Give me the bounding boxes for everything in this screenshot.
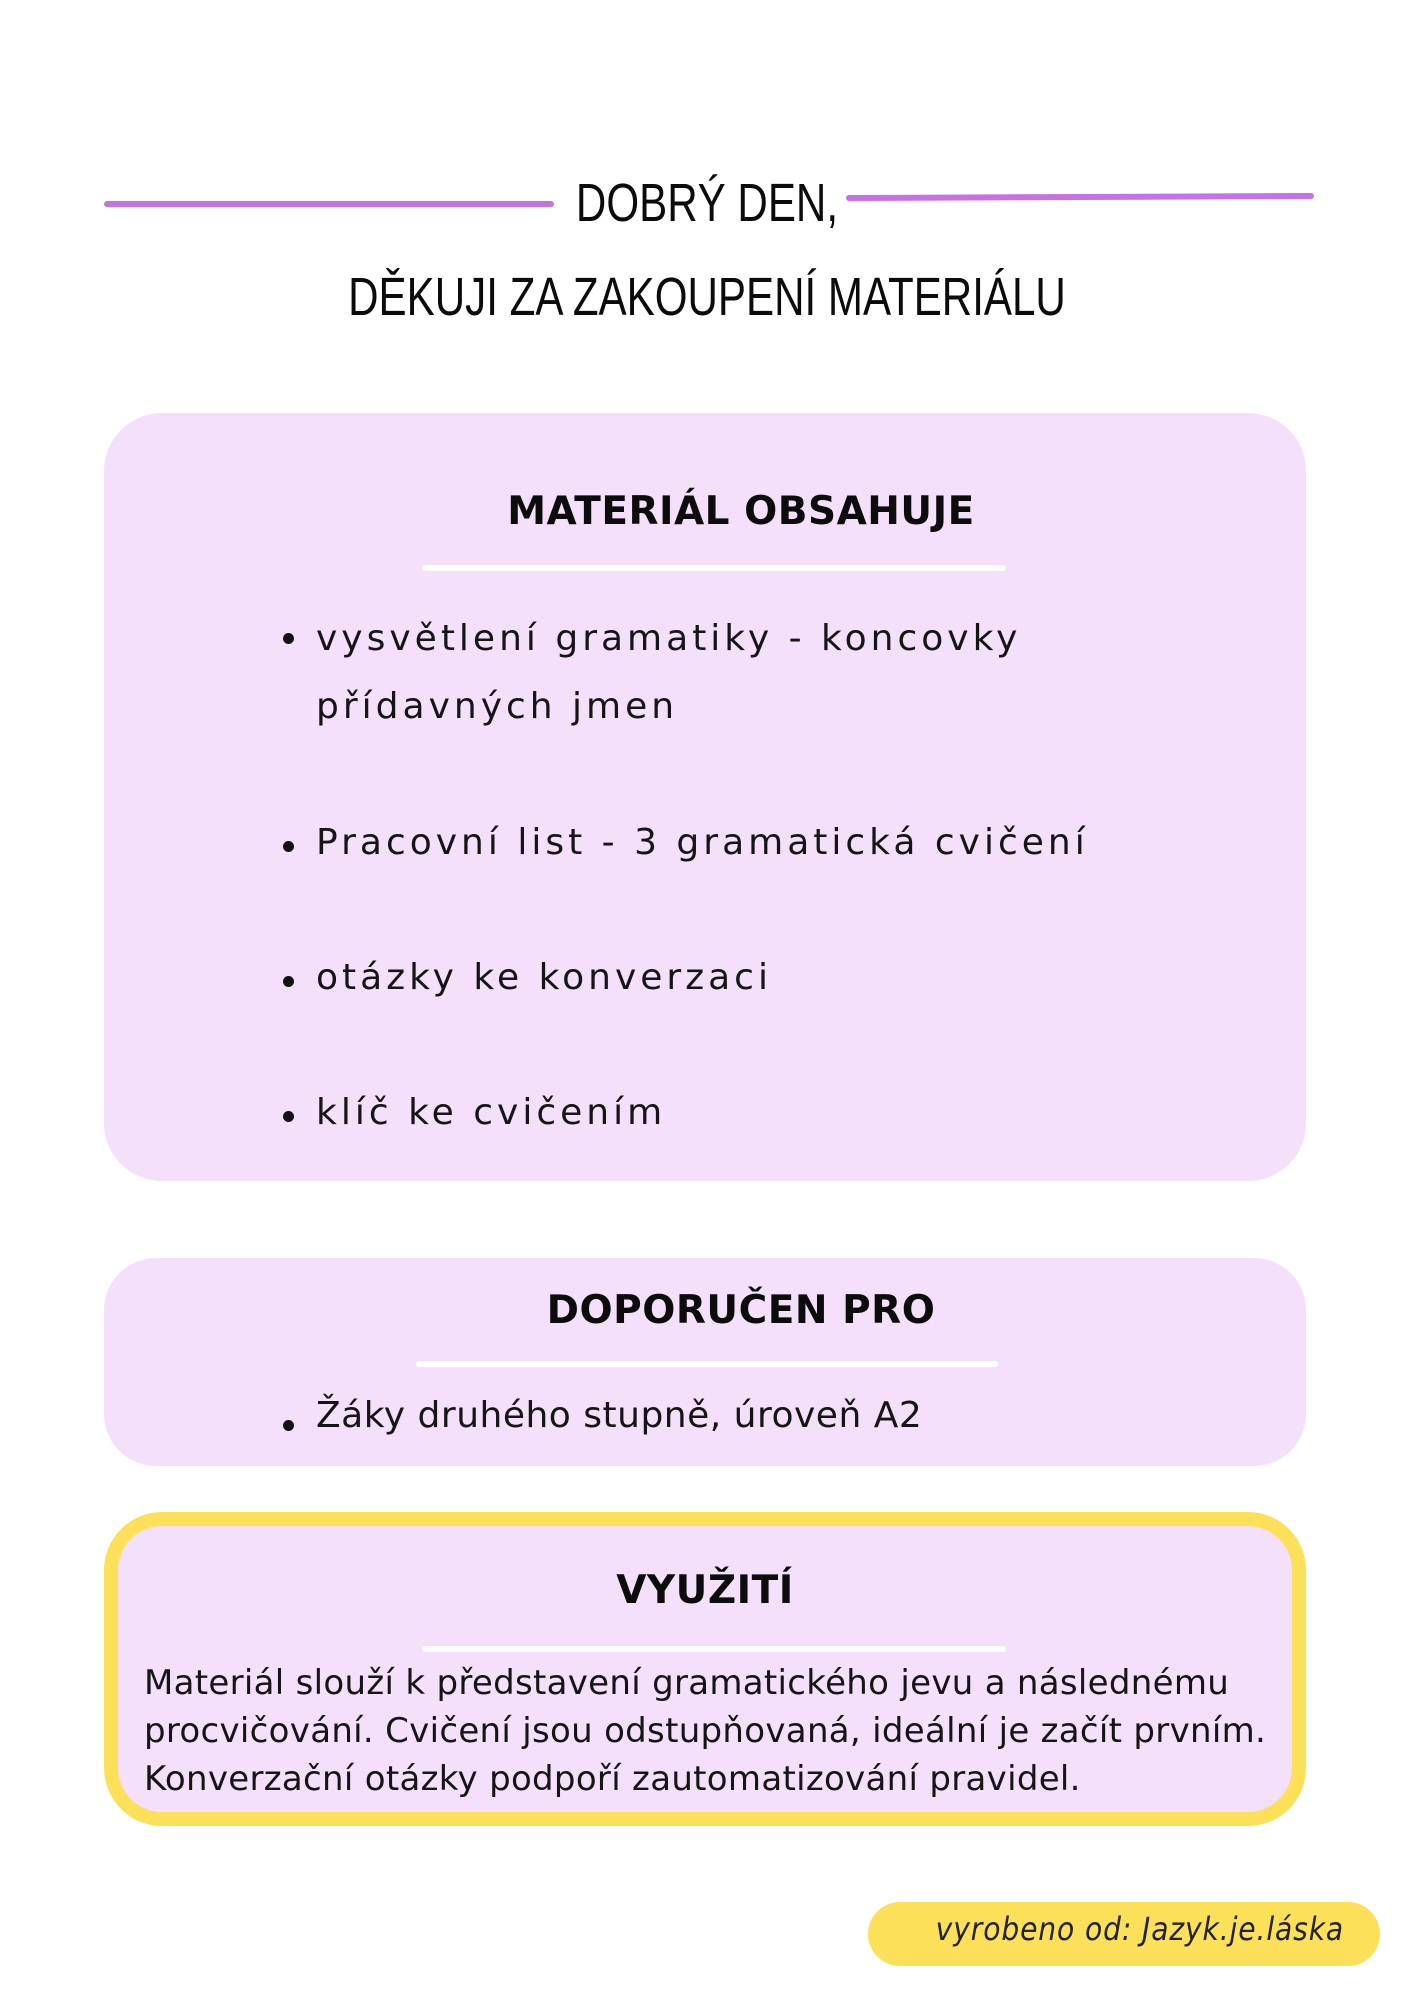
list-item-text: otázky ke konverzaci — [316, 957, 772, 998]
page-title-greeting: DOBRÝ DEN, — [575, 173, 839, 233]
bullet-icon — [283, 1420, 294, 1431]
list-item-text: Žáky druhého stupně, úroveň A2 — [316, 1395, 923, 1436]
usage-heading: VYUŽITÍ — [616, 1568, 794, 1613]
bullet-icon — [283, 976, 294, 987]
recommended-heading: DOPORUČEN PRO — [546, 1288, 936, 1333]
page-title-thanks: DĚKUJI ZA ZAKOUPENÍ MATERIÁLU — [348, 267, 1066, 327]
list-item-text: klíč ke cvičením — [316, 1092, 667, 1133]
usage-card — [104, 1512, 1306, 1826]
contents-heading: MATERIÁL OBSAHUJE — [507, 489, 975, 534]
maker-label: vyrobeno od: Jazyk.je.láska — [935, 1910, 1344, 1948]
contents-heading-rule — [422, 565, 1006, 571]
recommended-card — [104, 1258, 1306, 1466]
list-item-text: vysvětlení gramatiky - koncovky přídavných jmen — [316, 618, 1022, 727]
bullet-icon — [283, 633, 294, 644]
usage-description: Materiál slouží k představení gramatického jevu a následnému procvičování. Cvičení jsou odstupňovaná, ideální je začít prvním. Konverzační otázky podpoří zautomatizování pravidel. — [144, 1663, 1267, 1799]
contents-card — [104, 413, 1306, 1181]
bullet-icon — [283, 1111, 294, 1122]
recommended-heading-rule — [416, 1361, 998, 1367]
usage-heading-rule — [422, 1646, 1006, 1652]
list-item-text: Pracovní list - 3 gramatická cvičení — [316, 822, 1089, 863]
maker-badge — [868, 1902, 1380, 1966]
bullet-icon — [283, 841, 294, 852]
